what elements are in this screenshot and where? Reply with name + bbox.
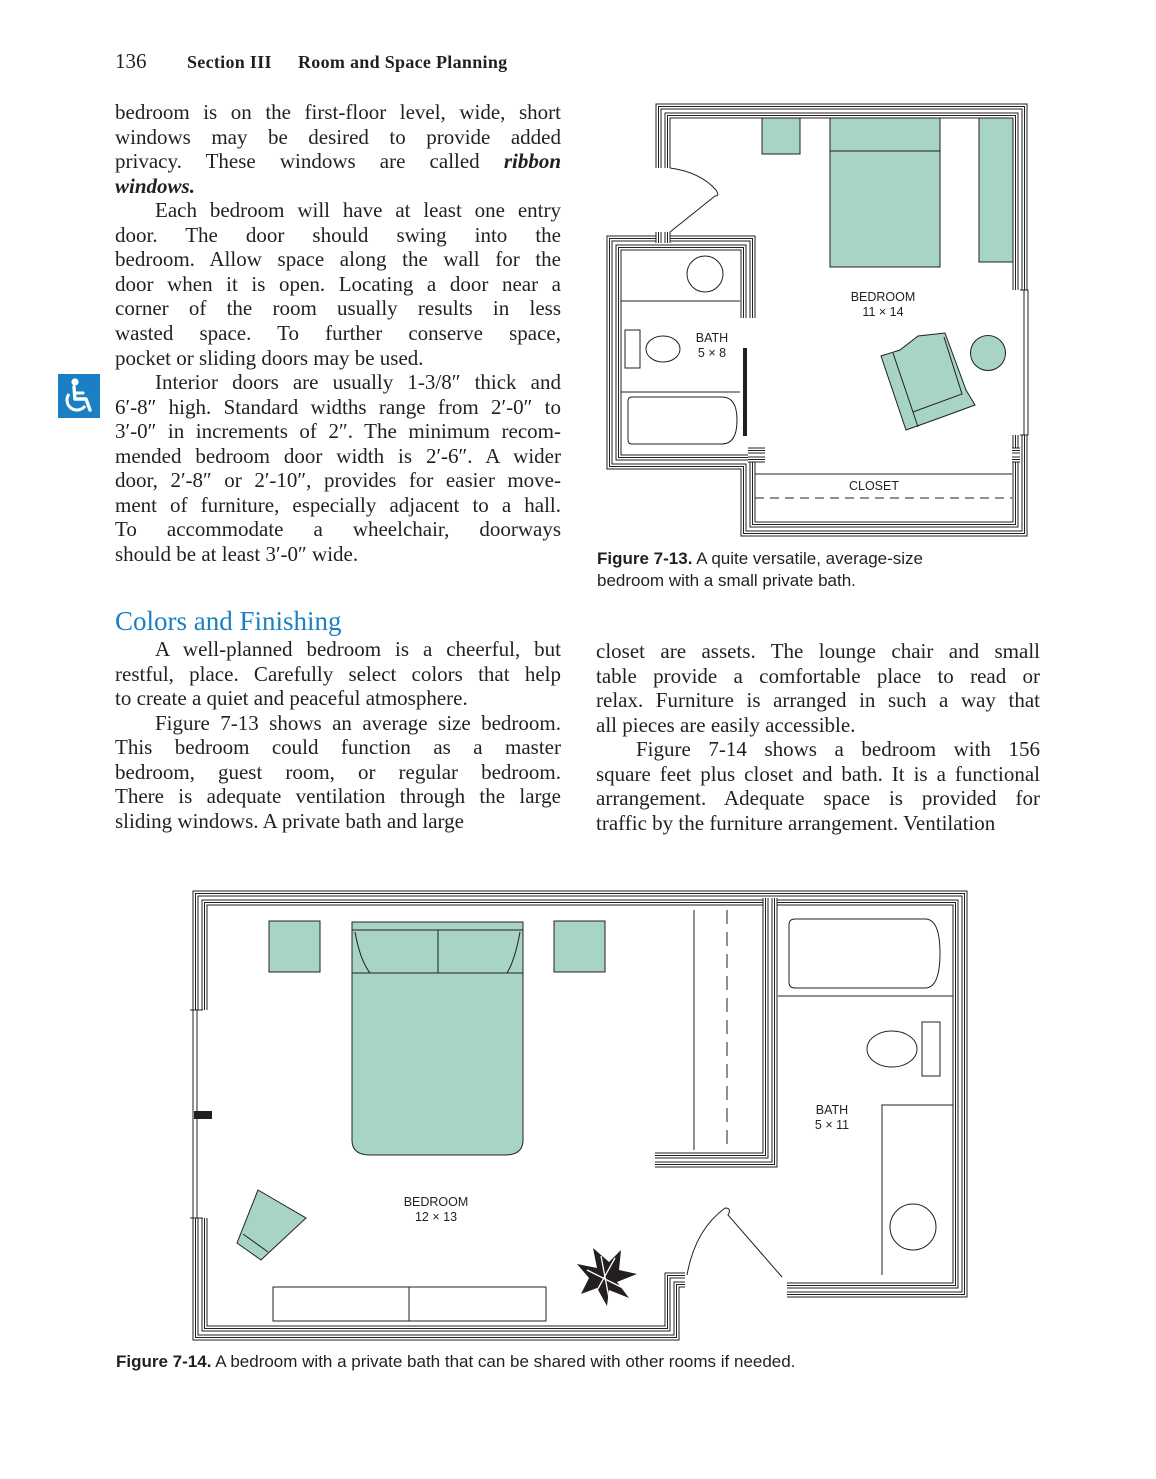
bathtub [789,919,940,988]
text-line: all pieces are easily accessible. [596,712,856,737]
nightstand-right [554,921,605,972]
closet-label: CLOSET [848,479,900,493]
text-line: to create a quiet and peaceful atmosphere. [115,686,468,711]
text-line: relax. Furniture is arranged in such a way that [596,688,1040,713]
emphasis-term: ribbon [503,149,561,174]
bedroom-size: 11 × 14 [862,305,904,319]
text-line: traffic by the furniture arrangement. Ventilation [596,810,996,835]
text-line: door, 2′-8″ or 2′-10″, provides for easier move- [115,468,561,493]
text-line: sliding windows. A private bath and large [115,808,464,833]
text-line: bedroom. Allow space along the wall for the [115,247,561,272]
bedroom-label: BEDROOM [850,290,916,304]
bedroom-size: 12 × 13 [414,1210,458,1224]
text-line: There is adequate ventilation through the large [115,784,561,809]
caption-label: Figure 7-13. [597,549,693,568]
text-line: windows may be desired to provide added [115,124,561,149]
text-line: To accommodate a wheelchair, doorways [115,517,561,542]
text-line: Figure 7-14 shows a bedroom with 156 [636,737,1040,762]
page-number: 136 [115,49,147,73]
text-line: mended bedroom door width is 2′-6″. A wider [115,443,561,468]
wall [655,898,770,1160]
text-line: bedroom, guest room, or regular bedroom. [115,759,561,784]
armchair [237,1190,306,1260]
text-line: pocket or sliding doors may be used. [115,345,424,370]
figure-7-13-caption-line2: bedroom with a small private bath. [597,571,856,590]
text-line: should be at least 3′-0″ wide. [115,541,359,566]
text-line: wasted space. To further conserve space, [115,320,561,345]
sink [890,1204,936,1250]
bath-label: BATH [815,1103,849,1117]
wall [655,898,770,1160]
bedroom-label: BEDROOM [403,1195,469,1209]
text-line: Interior doors are usually 1-3/8″ thick and [155,370,561,395]
caption-label: Figure 7-14. [116,1352,212,1371]
door-swing [687,1208,782,1277]
caption-text: A quite versatile, average-size [692,549,923,568]
toilet-tank [922,1022,940,1076]
text-line: table provide a comfortable place to read or [596,663,1040,688]
text-line: This bedroom could function as a master [115,735,561,760]
wall [655,898,770,1160]
wall [655,898,770,1160]
text-line: restful, place. Carefully select colors that help [115,661,561,686]
emphasis-term: windows. [115,173,195,198]
figure-7-14-caption [116,1351,795,1373]
text-line: Figure 7-13 shows an average size bedroom. [155,710,561,735]
text-line: ment of furniture, especially adjacent to a hall. [115,492,561,517]
text-line: square feet plus closet and bath. It is a functional [596,761,1040,786]
text-line: bedroom is on the first-floor level, wide, short [115,100,561,124]
text-line: corner of the room usually results in less [115,296,561,321]
bath-size: 5 × 8 [697,346,727,360]
text-line: 3′-0″ in increments of 2″. The minimum recom- [115,419,561,444]
text-line: privacy. These windows are called ribbon [115,149,561,174]
text-line: 6′-8″ high. Standard widths range from 2′-0″ to [115,394,561,419]
text-line: closet are assets. The lounge chair and small [596,639,1040,663]
bath-label: BATH [695,331,729,345]
text-line: A well-planned bedroom is a cheerful, but [155,637,561,661]
text-line: Each bedroom will have at least one entry [155,198,561,223]
plant-icon [577,1248,637,1306]
bath-size: 5 × 11 [814,1118,850,1132]
section-heading: Colors and Finishing [115,606,342,636]
text-line: arrangement. Adequate space is provided for [596,786,1040,811]
text-line: door. The door should swing into the [115,222,561,247]
running-head-title: Room and Space Planning [298,52,508,72]
wall [655,898,770,1160]
text-line: door when it is open. Locating a door near a [115,271,561,296]
nightstand-left [269,921,320,972]
wall [655,898,770,1160]
running-head-section: Section III [187,52,272,72]
caption-text: A bedroom with a private bath that can be shared with other rooms if needed. [211,1352,796,1371]
toilet [867,1031,917,1067]
